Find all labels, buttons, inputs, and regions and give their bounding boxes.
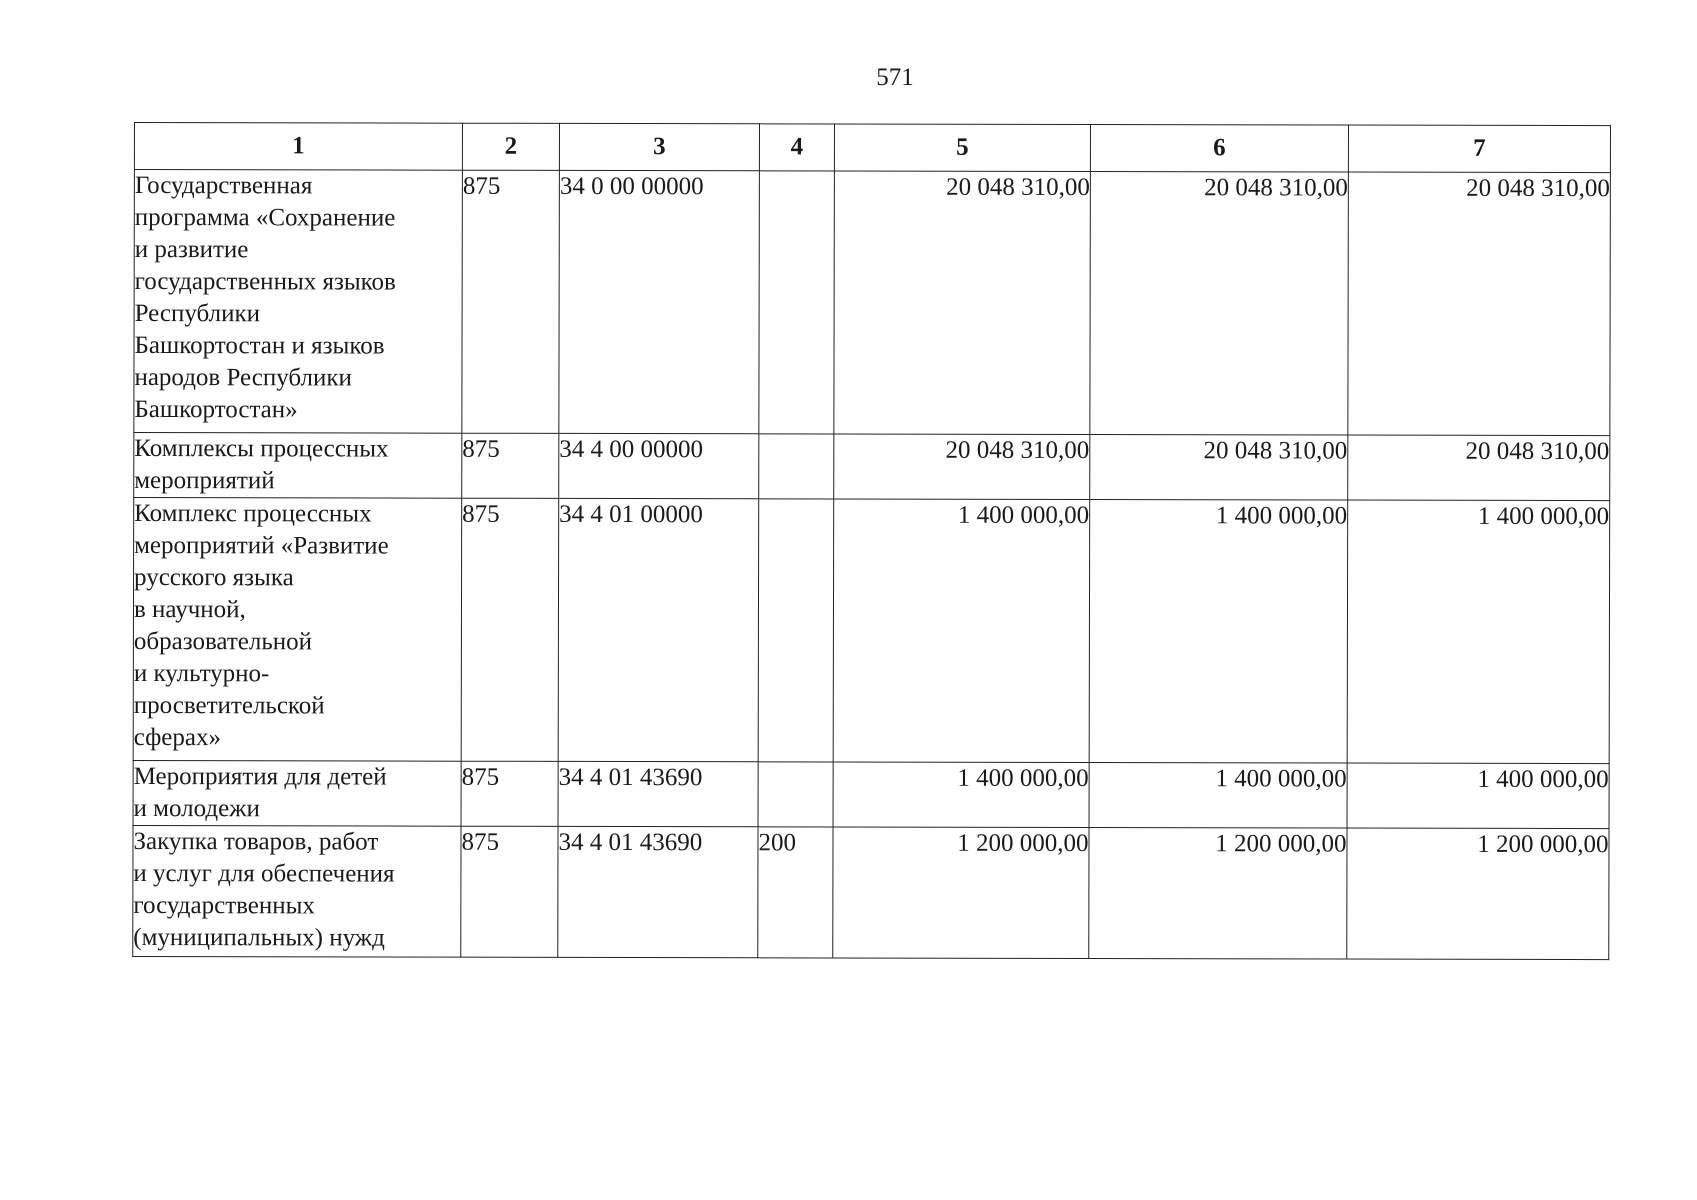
header-row — [134, 123, 1610, 173]
row-target-article: 34 4 00 00000 — [559, 433, 759, 498]
table-row — [134, 170, 1611, 436]
table-row — [133, 498, 1610, 764]
row-amount-col6: 1 400 000,00 — [1089, 500, 1348, 764]
row-name: Государственная программа «Сохранение и развитие государственных языков Республики Башкортостан и языков народов Республики Башкортостан» — [134, 170, 463, 434]
row-target-article: 34 4 01 00000 — [558, 498, 759, 761]
row-expense-type — [759, 171, 835, 434]
row-amount-col7: 1 400 000,00 — [1347, 500, 1610, 764]
header-col-3: 3 — [559, 123, 759, 170]
page-number: 571 — [876, 64, 914, 91]
row-expense-type: 200 — [758, 827, 833, 958]
row-expense-type — [758, 762, 833, 827]
table-row — [133, 760, 1609, 828]
row-amount-col6: 1 400 000,00 — [1089, 763, 1347, 829]
row-ministry-code: 875 — [462, 433, 559, 498]
row-amount-col5: 1 400 000,00 — [833, 762, 1089, 828]
row-ministry-code: 875 — [462, 170, 560, 433]
row-amount-col6: 20 048 310,00 — [1090, 435, 1348, 501]
header-col-4: 4 — [759, 124, 834, 171]
row-amount-col7: 1 400 000,00 — [1347, 763, 1609, 829]
row-name: Мероприятия для детей и молодежи — [133, 760, 461, 826]
header-col-5: 5 — [834, 124, 1090, 172]
row-amount-col6: 1 200 000,00 — [1089, 828, 1347, 960]
row-name: Комплексы процессных мероприятий — [134, 433, 462, 499]
header-col-6: 6 — [1090, 125, 1348, 173]
table-row — [133, 825, 1609, 959]
header-col-1: 1 — [134, 123, 462, 171]
row-ministry-code: 875 — [461, 761, 558, 826]
row-expense-type — [759, 434, 834, 499]
row-name: Комплекс процессных мероприятий «Развитие русского языка в научной, образовательной и культурно- просветительской сферах» — [133, 498, 462, 762]
row-expense-type — [758, 499, 834, 762]
row-target-article: 34 4 01 43690 — [558, 761, 758, 826]
row-amount-col5: 1 200 000,00 — [833, 827, 1089, 959]
row-amount-col5: 1 400 000,00 — [833, 499, 1090, 763]
row-target-article: 34 4 01 43690 — [558, 826, 758, 957]
row-amount-col7: 1 200 000,00 — [1347, 828, 1609, 960]
header-col-2: 2 — [462, 123, 559, 170]
table-row — [134, 433, 1610, 501]
row-amount-col6: 20 048 310,00 — [1090, 172, 1349, 436]
budget-table — [132, 122, 1611, 960]
row-amount-col7: 20 048 310,00 — [1348, 172, 1611, 436]
row-amount-col5: 20 048 310,00 — [834, 171, 1091, 435]
row-amount-col5: 20 048 310,00 — [834, 434, 1090, 500]
header-col-7: 7 — [1348, 125, 1610, 173]
row-ministry-code: 875 — [461, 498, 559, 761]
row-name: Закупка товаров, работ и услуг для обеспечения государственных (муниципальных) нужд — [133, 825, 461, 957]
row-ministry-code: 875 — [461, 826, 558, 957]
row-target-article: 34 0 00 00000 — [559, 170, 760, 433]
row-amount-col7: 20 048 310,00 — [1348, 435, 1610, 501]
